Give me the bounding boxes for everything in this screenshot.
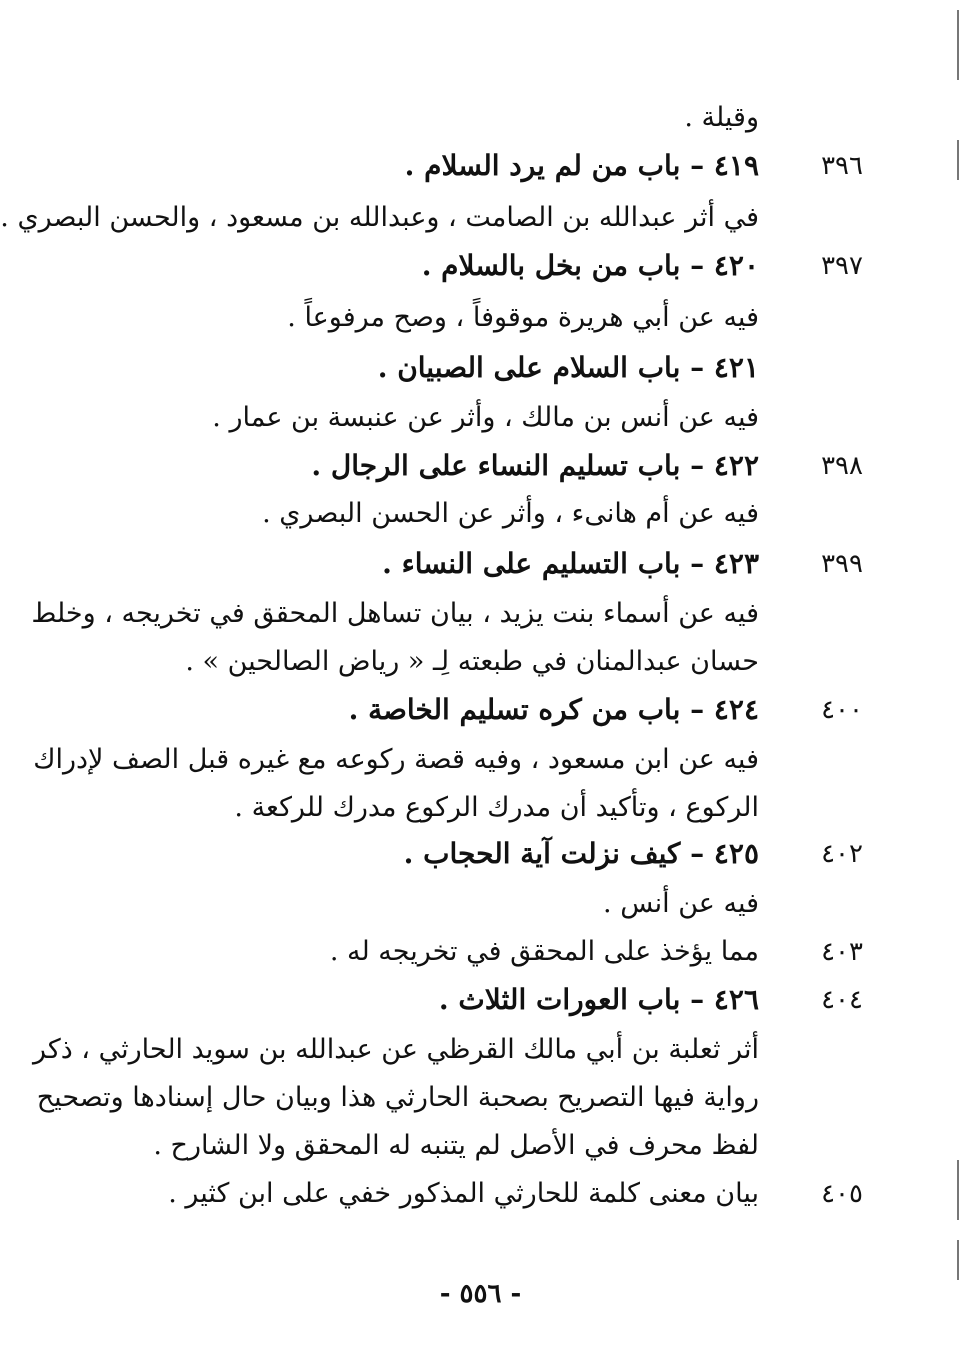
margin-page-number: ٣٩٨ (821, 451, 863, 481)
margin-page-number: ٣٩٩ (821, 549, 863, 579)
margin-page-number: ٤٠٢ (821, 839, 863, 869)
text-line: وقيلة . (684, 102, 759, 133)
text-line: أثر ثعلبة بن أبي مالك القرظي عن عبدالله بن سويد الحارثي ، ذكر (32, 1034, 759, 1065)
margin-page-number: ٤٠٤ (821, 985, 863, 1015)
margin-page-number: ٤٠٠ (821, 695, 863, 725)
text-line: حسان عبدالمنان في طبعته لِـ « رياض الصالحين » . (185, 646, 759, 677)
section-heading: ٤٢٢ – باب تسليم النساء على الرجال . (311, 449, 759, 482)
section-heading: ٤٢٥ – كيف نزلت آية الحجاب . (403, 837, 759, 870)
text-line: في أثر عبدالله بن الصامت ، وعبدالله بن مسعود ، والحسن البصري . (0, 202, 759, 233)
text-line: فيه عن أنس بن مالك ، وأثر عن عنبسة بن عمار . (212, 402, 759, 433)
text-line: لفظ محرف في الأصل لم يتنبه له المحقق ولا الشارح . (153, 1130, 759, 1161)
section-heading: ٤٢٣ – باب التسليم على النساء . (382, 547, 759, 580)
section-heading: ٤٢١ – باب السلام على الصبيان . (377, 351, 759, 384)
text-line: فيه عن أبي هريرة موقوفاً ، وصح مرفوعاً . (287, 302, 759, 333)
margin-page-number: ٣٩٦ (821, 151, 863, 181)
text-line: فيه عن أنس . (603, 888, 759, 919)
text-line: بيان معنى كلمة للحارثي المذكور خفي على ابن كثير . (168, 1178, 759, 1209)
scan-edge-marks (955, 0, 959, 1370)
page-footer-number: - ٥٥٦ - (439, 1279, 522, 1309)
text-line: فيه عن ابن مسعود ، وفيه قصة ركوعه مع غيره قبل الصف لإدراك (33, 744, 759, 775)
text-line: فيه عن أم هانىء ، وأثر عن الحسن البصري . (262, 498, 759, 529)
text-line: مما يؤخذ على المحقق في تخريجه له . (329, 936, 759, 967)
section-heading: ٤١٩ – باب من لم يرد السلام . (404, 149, 759, 182)
margin-page-number: ٤٠٣ (821, 937, 863, 967)
text-line: رواية فيها التصريح بصحبة الحارثي هذا وبيان حال إسنادها وتصحيح (36, 1082, 759, 1113)
section-heading: ٤٢٤ – باب من كره تسليم الخاصة . (348, 693, 759, 726)
margin-page-number: ٣٩٧ (821, 251, 863, 281)
section-heading: ٤٢٦ – باب العورات الثلاث . (438, 983, 759, 1016)
margin-page-number: ٤٠٥ (821, 1179, 863, 1209)
section-heading: ٤٢٠ – باب من بخل بالسلام . (421, 249, 759, 282)
text-line: الركوع ، وتأكيد أن مدرك الركوع مدرك للركعة . (234, 792, 759, 823)
text-line: فيه عن أسماء بنت يزيد ، بيان تساهل المحقق في تخريجه ، وخلط (31, 598, 759, 629)
